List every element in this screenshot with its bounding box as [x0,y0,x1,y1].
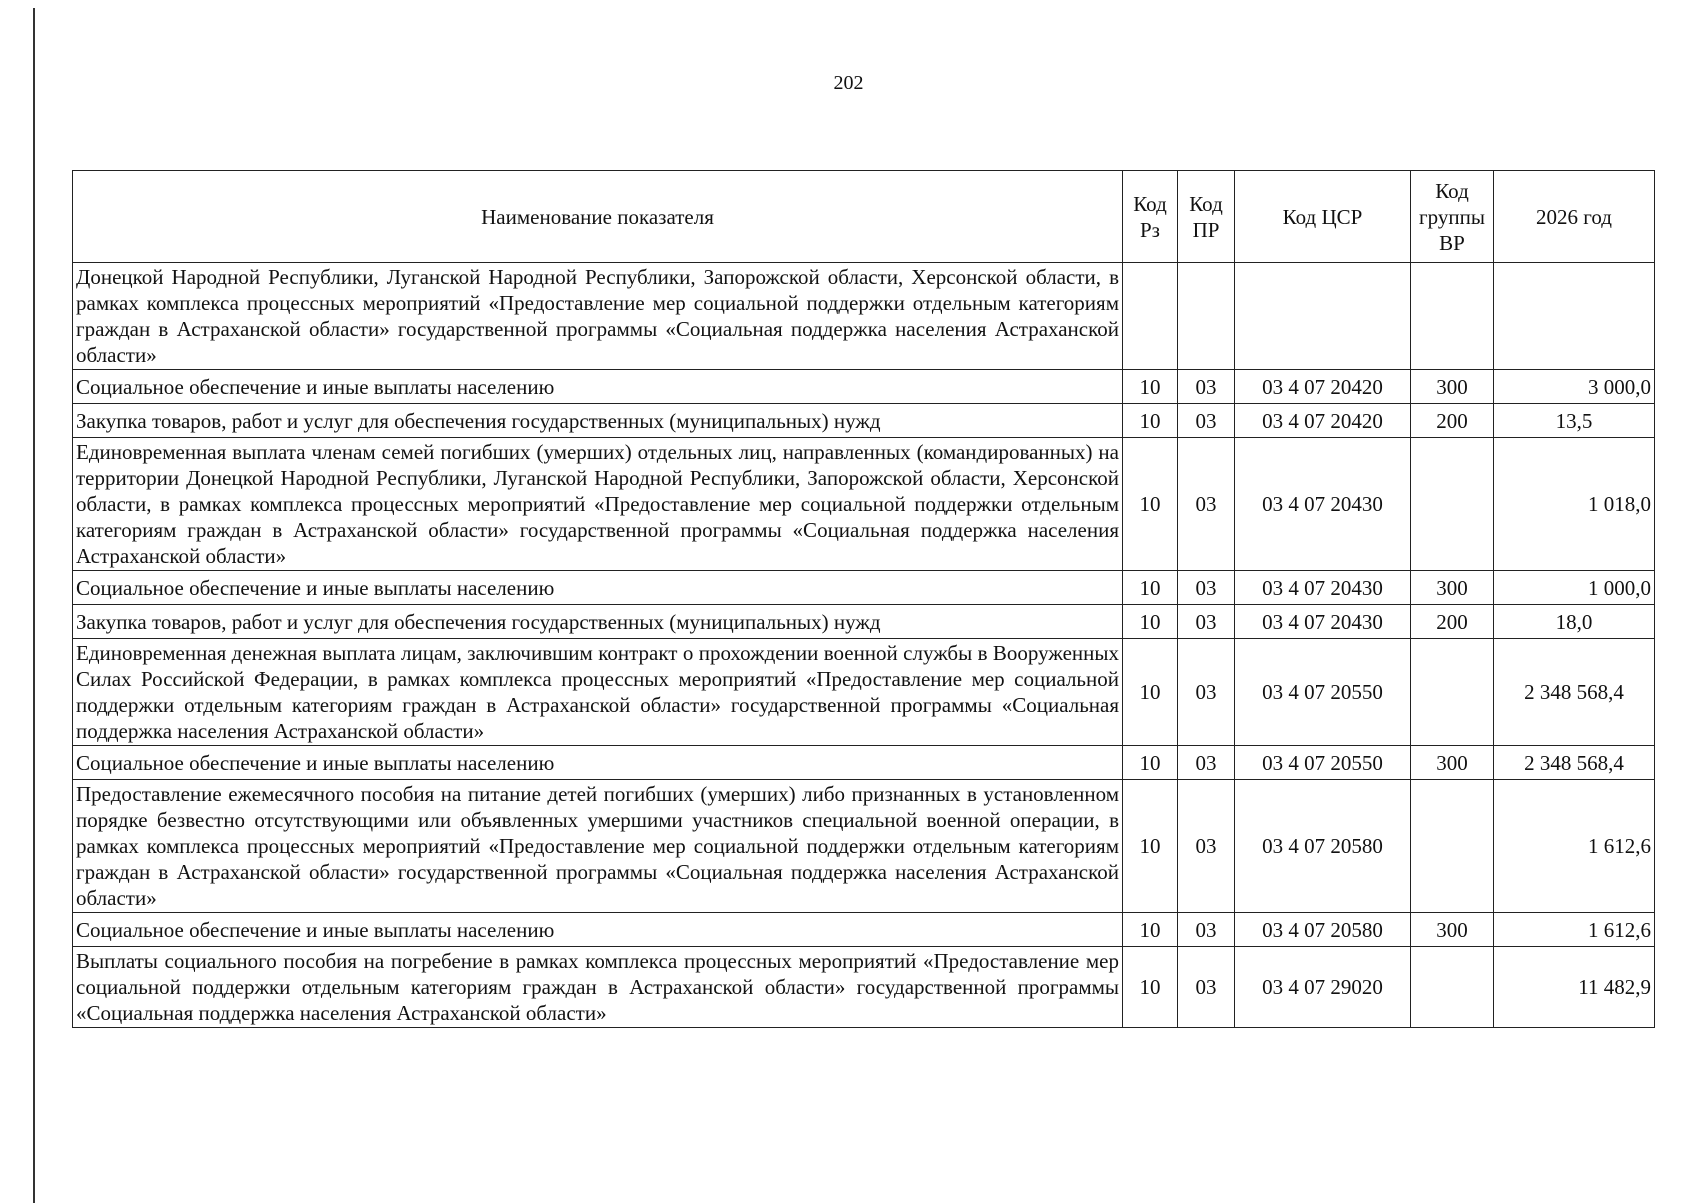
page-number: 202 [833,72,864,94]
table-row [73,438,1655,571]
header-year: 2026 год [1494,171,1655,263]
row-vr [1411,947,1494,1028]
row-rz: 10 [1123,605,1178,639]
row-pr: 03 [1178,370,1235,404]
row-amount: 2 348 568,4 [1494,639,1655,746]
row-csr: 03 4 07 20420 [1235,370,1411,404]
table-row [73,605,1655,639]
row-name: Социальное обеспечение и иные выплаты населению [73,571,1123,605]
row-rz: 10 [1123,370,1178,404]
row-vr: 300 [1411,746,1494,780]
row-vr: 200 [1411,605,1494,639]
table-row [73,263,1655,370]
header-rz: Код Рз [1123,171,1178,263]
row-amount: 3 000,0 [1494,370,1655,404]
row-name: Социальное обеспечение и иные выплаты населению [73,370,1123,404]
header-vr: Код группы ВР [1411,171,1494,263]
header-name: Наименование показателя [73,171,1123,263]
row-vr: 300 [1411,571,1494,605]
table-row [73,780,1655,913]
row-pr: 03 [1178,605,1235,639]
row-vr [1411,438,1494,571]
table-row [73,571,1655,605]
row-vr [1411,639,1494,746]
row-pr: 03 [1178,571,1235,605]
row-csr: 03 4 07 20430 [1235,571,1411,605]
row-csr: 03 4 07 20430 [1235,605,1411,639]
row-name: Донецкой Народной Республики, Луганской Народной Республики, Запорожской области, Херсонской области, в рамках комплекса процессных мероприятий «Предоставление мер социальной поддержки отдельным категориям граждан в Астраханской области» государственной программы «Социальная поддержка населения Астраханской области» [73,263,1123,370]
row-amount: 13,5 [1494,404,1655,438]
table-header-row [73,171,1655,263]
table-row [73,370,1655,404]
table-row [73,947,1655,1028]
row-csr: 03 4 07 20550 [1235,639,1411,746]
row-pr: 03 [1178,746,1235,780]
row-name: Закупка товаров, работ и услуг для обеспечения государственных (муниципальных) нужд [73,605,1123,639]
row-csr: 03 4 07 20580 [1235,780,1411,913]
header-csr: Код ЦСР [1235,171,1411,263]
table-row [73,746,1655,780]
row-amount: 11 482,9 [1494,947,1655,1028]
budget-table [72,170,1655,1028]
row-csr: 03 4 07 20550 [1235,746,1411,780]
row-vr: 300 [1411,913,1494,947]
table-row [73,404,1655,438]
row-vr [1411,780,1494,913]
row-pr: 03 [1178,639,1235,746]
row-pr: 03 [1178,780,1235,913]
row-rz: 10 [1123,913,1178,947]
table-row [73,913,1655,947]
row-rz: 10 [1123,571,1178,605]
row-pr: 03 [1178,404,1235,438]
row-rz [1123,263,1178,370]
row-csr: 03 4 07 20420 [1235,404,1411,438]
row-name: Единовременная выплата членам семей погибших (умерших) отдельных лиц, направленных (командированных) на территории Донецкой Народной Республики, Луганской Народной Республики, Запорожской области, Херсонской области, в рамках комплекса процессных мероприятий «Предоставление мер социальной поддержки отдельным категориям граждан в Астраханской области» государственной программы «Социальная поддержка населения Астраханской области» [73,438,1123,571]
row-csr: 03 4 07 20580 [1235,913,1411,947]
row-csr [1235,263,1411,370]
header-pr: Код ПР [1178,171,1235,263]
row-vr [1411,263,1494,370]
row-amount [1494,263,1655,370]
row-amount: 1 000,0 [1494,571,1655,605]
row-rz: 10 [1123,746,1178,780]
row-amount: 2 348 568,4 [1494,746,1655,780]
table-row [73,639,1655,746]
row-amount: 1 018,0 [1494,438,1655,571]
row-name: Социальное обеспечение и иные выплаты населению [73,746,1123,780]
row-amount: 18,0 [1494,605,1655,639]
row-name: Социальное обеспечение и иные выплаты населению [73,913,1123,947]
row-vr: 300 [1411,370,1494,404]
row-name: Предоставление ежемесячного пособия на питание детей погибших (умерших) либо признанных в установленном порядке безвестно отсутствующими или объявленных умершими участников специальной военной операции, в рамках комплекса процессных мероприятий «Предоставление мер социальной поддержки отдельным категориям граждан в Астраханской области» государственной программы «Социальная поддержка населения Астраханской области» [73,780,1123,913]
row-pr: 03 [1178,913,1235,947]
row-amount: 1 612,6 [1494,780,1655,913]
row-name: Единовременная денежная выплата лицам, заключившим контракт о прохождении военной службы в Вооруженных Силах Российской Федерации, в рамках комплекса процессных мероприятий «Предоставление мер социальной поддержки отдельным категориям граждан в Астраханской области» государственной программы «Социальная поддержка населения Астраханской области» [73,639,1123,746]
row-rz: 10 [1123,438,1178,571]
row-csr: 03 4 07 29020 [1235,947,1411,1028]
row-rz: 10 [1123,947,1178,1028]
row-rz: 10 [1123,780,1178,913]
row-amount: 1 612,6 [1494,913,1655,947]
row-name: Выплаты социального пособия на погребение в рамках комплекса процессных мероприятий «Предоставление мер социальной поддержки отдельным категориям граждан в Астраханской области» государственной программы «Социальная поддержка населения Астраханской области» [73,947,1123,1028]
row-vr: 200 [1411,404,1494,438]
row-csr: 03 4 07 20430 [1235,438,1411,571]
row-pr [1178,263,1235,370]
row-pr: 03 [1178,947,1235,1028]
row-pr: 03 [1178,438,1235,571]
row-rz: 10 [1123,639,1178,746]
left-margin-line [33,8,35,1203]
row-name: Закупка товаров, работ и услуг для обеспечения государственных (муниципальных) нужд [73,404,1123,438]
row-rz: 10 [1123,404,1178,438]
